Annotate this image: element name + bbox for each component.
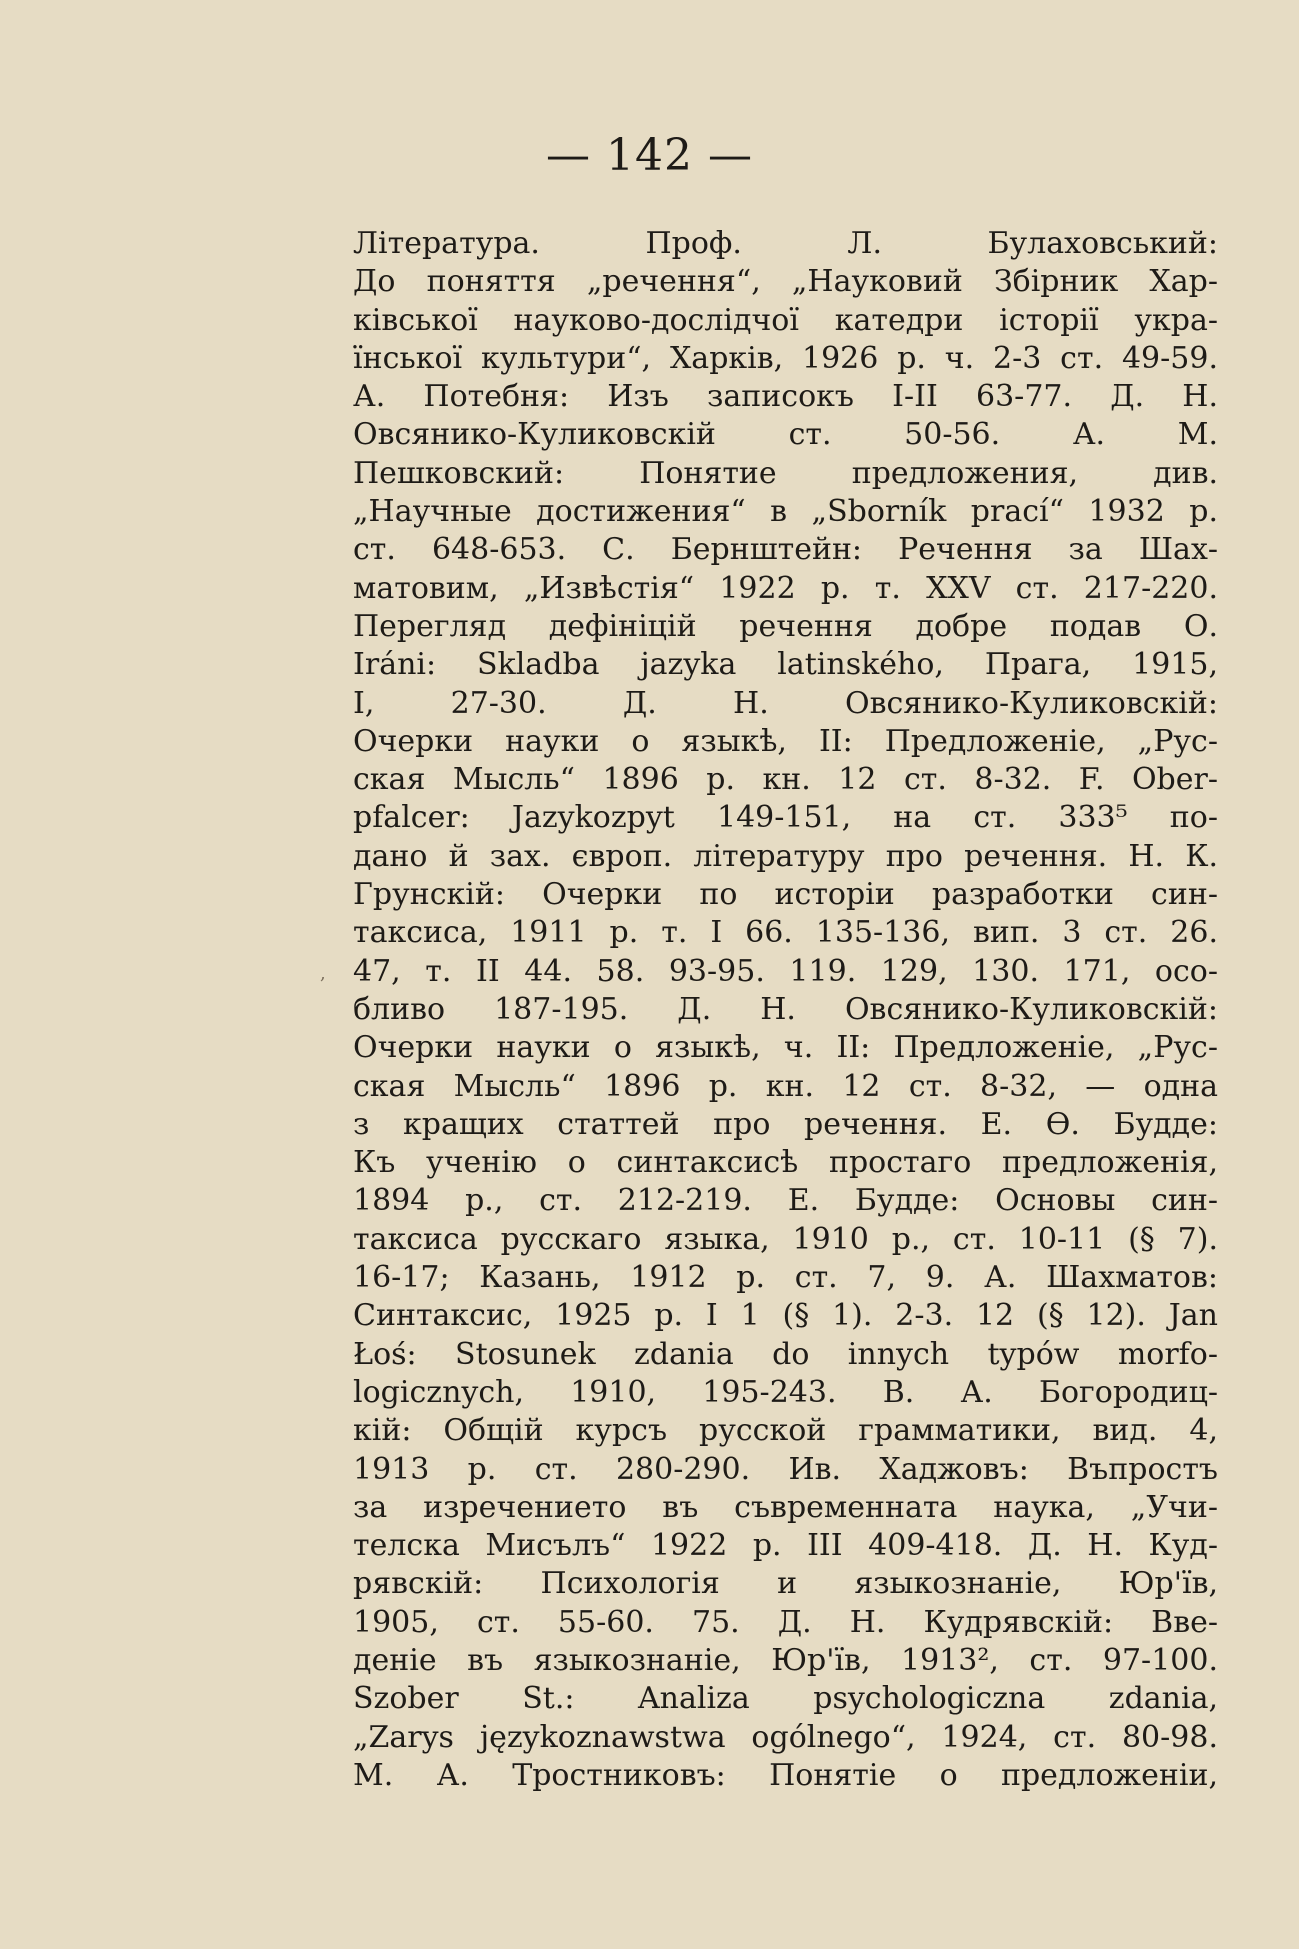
text-line: Перегляд дефініцій речення добре подав О. xyxy=(353,608,1218,644)
text-line: за изречението въ съвременната наука, „Учи- xyxy=(353,1489,1218,1525)
bibliography-text xyxy=(353,225,1218,1795)
text-line: До поняття „речення“, „Науковий Збірник Хар- xyxy=(353,264,1218,300)
text-line: таксиса русскаго языка, 1910 р., ст. 10-11 (§ 7). xyxy=(353,1221,1218,1257)
text-line: 1913 р. ст. 280-290. Ив. Хаджовъ: Въпростъ xyxy=(353,1451,1218,1487)
text-line: деніе въ языкознаніе, Юр'їв, 1913², ст. 97-100. xyxy=(353,1642,1218,1678)
text-line: Грунскій: Очерки по исторіи разработки син- xyxy=(353,877,1218,913)
text-line: Очерки науки о языкѣ, ч. II: Предложеніе, „Рус- xyxy=(353,1030,1218,1066)
text-line: Література. Проф. Л. Булаховський: xyxy=(353,226,1218,261)
text-line: їнської культури“, Харків, 1926 р. ч. 2-3 ст. 49-59. xyxy=(353,340,1218,376)
text-line: Къ ученію о синтаксисѣ простаго предложенія, xyxy=(353,1145,1218,1181)
text-line: матовим, „Извѣстія“ 1922 р. т. XXV ст. 217-220. xyxy=(353,570,1218,606)
text-line: ская Мысль“ 1896 р. кн. 12 ст. 8-32. F. Ober- xyxy=(353,762,1218,798)
text-line: рявскій: Психологія и языкознаніе, Юр'їв, xyxy=(353,1566,1218,1602)
text-line: ківської науково-дослідчої катедри історії укра- xyxy=(353,302,1218,338)
text-line: 47, т. II 44. 58. 93-95. 119. 129, 130. 171, осо- xyxy=(353,953,1218,989)
text-line: телска Мисълъ“ 1922 р. III 409-418. Д. Н. Куд- xyxy=(353,1528,1218,1564)
text-line: бливо 187-195. Д. Н. Овсянико-Куликовскій: xyxy=(353,991,1218,1027)
text-line: ст. 648-653. С. Бернштейн: Речення за Шах- xyxy=(353,532,1218,568)
text-line: кій: Общій курсъ русской грамматики, вид. 4, xyxy=(353,1413,1218,1449)
text-line: pfalcer: Jazykozpyt 149-151, на ст. 333⁵ по- xyxy=(353,800,1218,836)
text-line: таксиса, 1911 р. т. I 66. 135-136, вип. 3 ст. 26. xyxy=(353,915,1218,951)
page-number: — 142 — xyxy=(546,130,753,181)
text-line: А. Потебня: Изъ записокъ I-II 63-77. Д. Н. xyxy=(353,379,1218,415)
text-line: дано й зах. європ. літературу про речення. Н. К. xyxy=(353,838,1218,874)
text-line: Iráni: Skladba jazyka latinského, Прага, 1915, xyxy=(353,647,1218,683)
text-line: Szober St.: Analiza psychologiczna zdania, xyxy=(353,1681,1218,1717)
text-line: 16-17; Казань, 1912 р. ст. 7, 9. А. Шахматов: xyxy=(353,1260,1218,1296)
text-line: 1894 р., ст. 212-219. Е. Будде: Основы син- xyxy=(353,1183,1218,1219)
text-line: „Zarys językoznawstwa ogólnego“, 1924, ст. 80-98. xyxy=(353,1719,1218,1755)
text-line: „Научные достижения“ в „Sborník prací“ 1932 р. xyxy=(353,494,1218,530)
text-line: logicznych, 1910, 195-243. В. А. Богородиц- xyxy=(353,1374,1218,1410)
text-line: Синтаксис, 1925 р. I 1 (§ 1). 2-3. 12 (§ 12). Jan xyxy=(353,1298,1218,1334)
text-line: з кращих статтей про речення. Е. Ѳ. Будде: xyxy=(353,1106,1218,1142)
text-line: 1905, ст. 55-60. 75. Д. Н. Кудрявскій: Вве- xyxy=(353,1604,1218,1640)
text-line: Łoś: Stosunek zdania do innych typów morfo- xyxy=(353,1336,1218,1372)
text-line: ская Мысль“ 1896 р. кн. 12 ст. 8-32, — одна xyxy=(353,1068,1218,1104)
text-line: I, 27-30. Д. Н. Овсянико-Куликовскій: xyxy=(353,685,1218,721)
text-line: Пешковский: Понятие предложения, див. xyxy=(353,455,1218,491)
text-line: Очерки науки о языкѣ, II: Предложеніе, „Рус- xyxy=(353,723,1218,759)
margin-mark: , xyxy=(320,963,326,984)
text-line: М. А. Тростниковъ: Понятіе о предложеніи, xyxy=(353,1757,1218,1793)
text-line: Овсянико-Куликовскій ст. 50-56. А. М. xyxy=(353,417,1218,453)
